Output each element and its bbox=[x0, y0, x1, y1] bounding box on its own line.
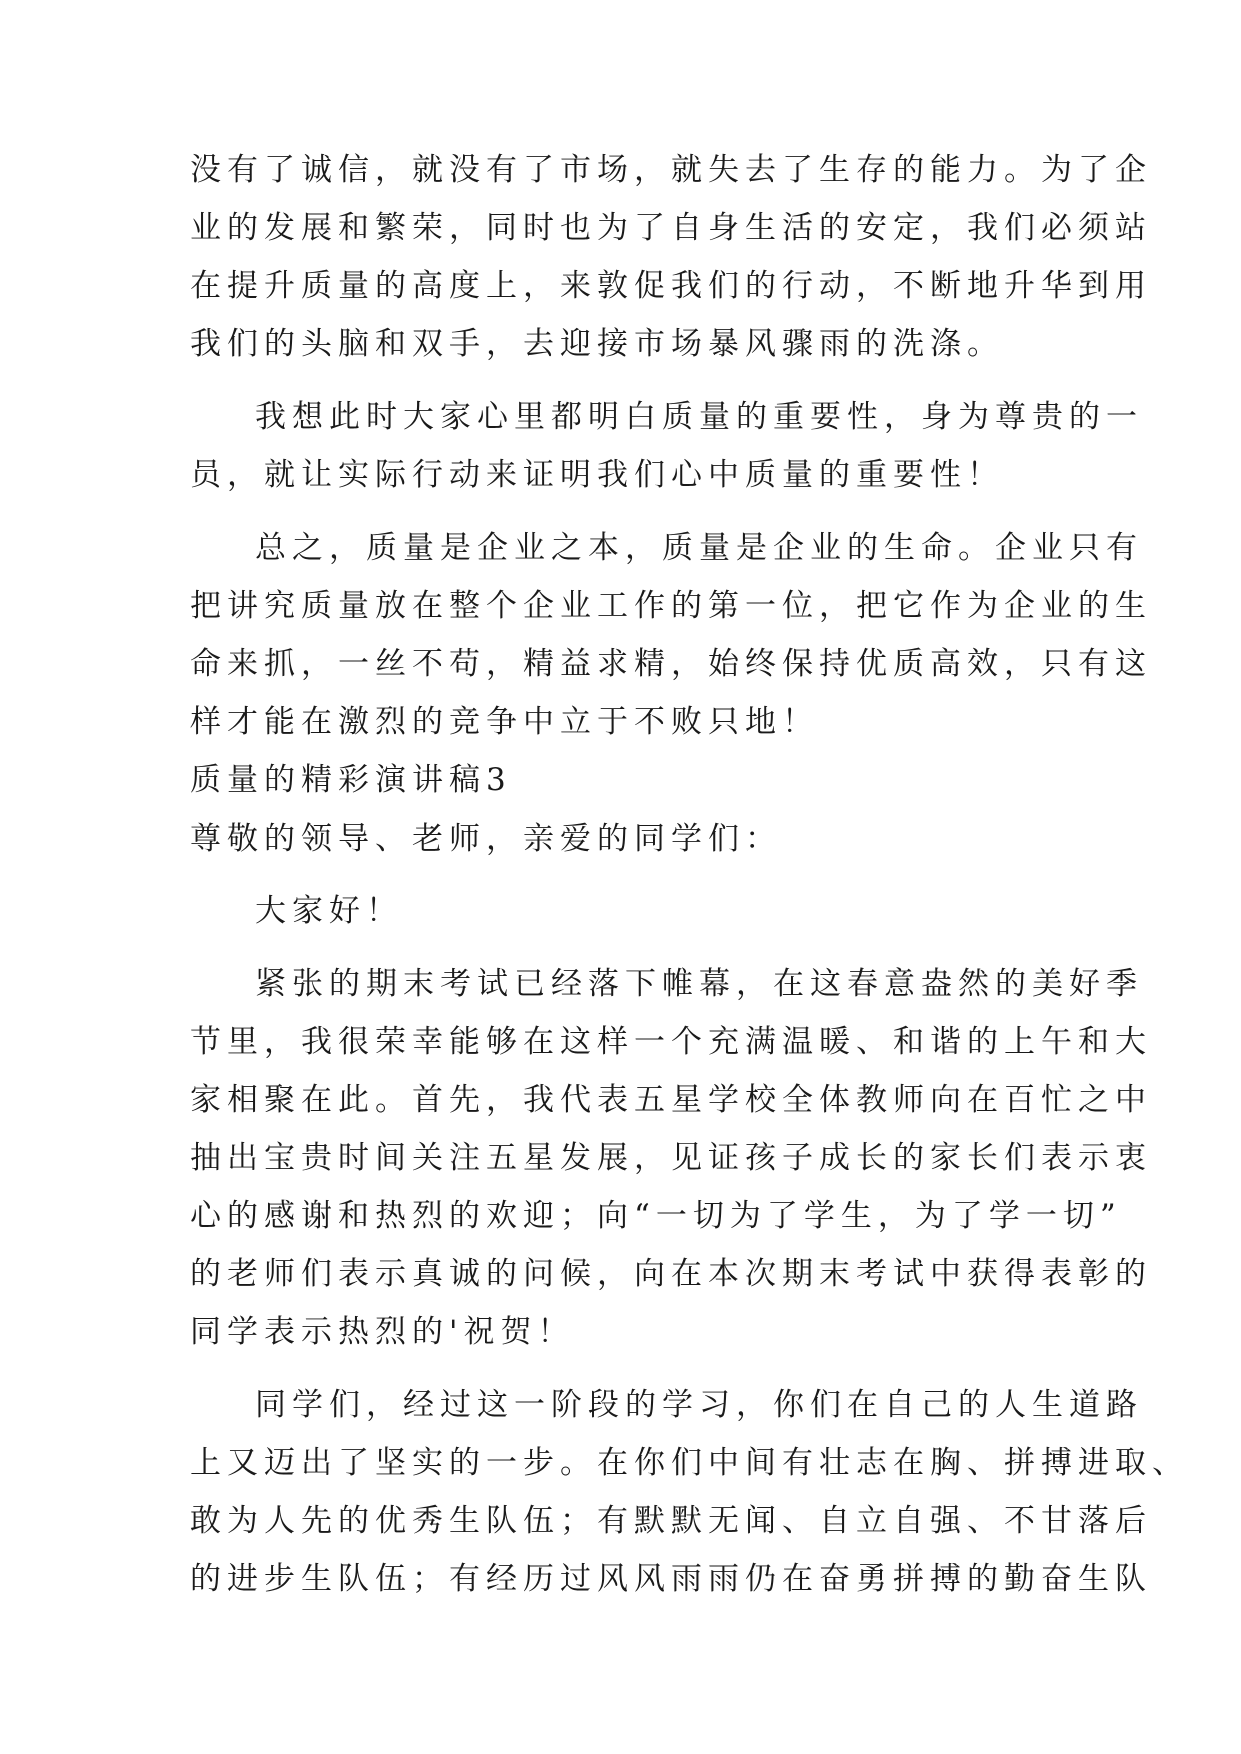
text-line: 节里，我很荣幸能够在这样一个充满温暖、和谐的上午和大 bbox=[190, 1024, 1152, 1060]
text-line: 把讲究质量放在整个企业工作的第一位，把它作为企业的生 bbox=[190, 588, 1152, 624]
section-title: 质量的精彩演讲稿3 bbox=[190, 762, 512, 798]
text-line: 在提升质量的高度上，来敦促我们的行动，不断地升华到用 bbox=[190, 268, 1152, 304]
text-line: 命来抓，一丝不苟，精益求精，始终保持优质高效，只有这 bbox=[190, 646, 1152, 682]
text-line: 的进步生队伍；有经历过风风雨雨仍在奋勇拼搏的勤奋生队 bbox=[190, 1561, 1152, 1597]
text-line: 我们的头脑和双手，去迎接市场暴风骤雨的洗涤。 bbox=[190, 326, 1004, 362]
text-line: 家相聚在此。首先，我代表五星学校全体教师向在百忙之中 bbox=[190, 1082, 1152, 1118]
text-line: 没有了诚信，就没有了市场，就失去了生存的能力。为了企 bbox=[190, 152, 1152, 188]
text-line: 我想此时大家心里都明白质量的重要性，身为尊贵的一 bbox=[255, 399, 1143, 435]
text-line: 总之，质量是企业之本，质量是企业的生命。企业只有 bbox=[255, 530, 1143, 566]
text-line: 的老师们表示真诚的问候，向在本次期末考试中获得表彰的 bbox=[190, 1256, 1152, 1292]
text-line: 敢为人先的优秀生队伍；有默默无闻、自立自强、不甘落后 bbox=[190, 1503, 1152, 1539]
text-line: 抽出宝贵时间关注五星发展，见证孩子成长的家长们表示衷 bbox=[190, 1140, 1152, 1176]
salutation: 尊敬的领导、老师，亲爱的同学们： bbox=[190, 821, 782, 857]
text-line: 同学们，经过这一阶段的学习，你们在自己的人生道路 bbox=[255, 1387, 1143, 1423]
text-line: 业的发展和繁荣，同时也为了自身生活的安定，我们必须站 bbox=[190, 210, 1152, 246]
text-line: 心的感谢和热烈的欢迎；向“一切为了学生，为了学一切” bbox=[190, 1198, 1122, 1234]
text-line: 样才能在激烈的竞争中立于不败只地！ bbox=[190, 704, 819, 740]
text-line: 员，就让实际行动来证明我们心中质量的重要性！ bbox=[190, 457, 1004, 493]
text-line: 上又迈出了坚实的一步。在你们中间有壮志在胸、拼搏进取、 bbox=[190, 1445, 1189, 1481]
text-line: 紧张的期末考试已经落下帷幕，在这春意盎然的美好季 bbox=[255, 966, 1143, 1002]
greeting: 大家好！ bbox=[255, 893, 403, 929]
text-line: 同学表示热烈的'祝贺！ bbox=[190, 1314, 575, 1350]
